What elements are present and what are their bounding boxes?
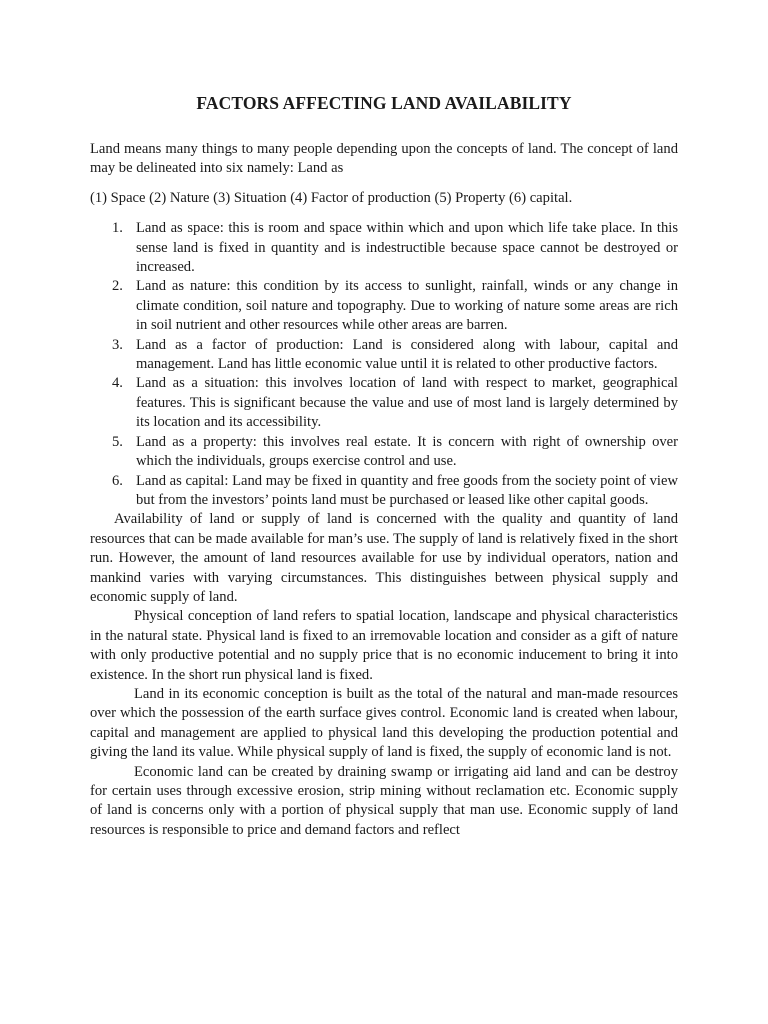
- list-item-number: 6.: [112, 472, 123, 489]
- list-item-number: 1.: [112, 220, 123, 237]
- list-item: [90, 433, 678, 472]
- list-item: [90, 219, 678, 277]
- list-item-text: Land as a factor of production: Land is considered along with labour, capital and management. Land has little economic value until it is related to other productive factors.: [136, 336, 678, 373]
- document-title: FACTORS AFFECTING LAND AVAILABILITY: [196, 93, 572, 113]
- list-item-text: Land as nature: this condition by its access to sunlight, rainfall, winds or any change in climate condition, soil nature and topography. Due to working of nature some areas are rich in soil nutrient and other resources while other areas are barren.: [136, 278, 678, 334]
- concepts-list: [90, 219, 678, 510]
- list-item-text: Land as capital: Land may be fixed in quantity and free goods from the society point of view but from the investors’ points land must be purchased or leased like other capital goods.: [136, 472, 678, 508]
- list-item-number: 3.: [112, 336, 123, 353]
- list-item-text: Land as space: this is room and space within which and upon which life take place. In this sense land is fixed in quantity and is indestructible because space cannot be destroyed or increased.: [136, 220, 678, 276]
- concepts-line: (1) Space (2) Nature (3) Situation (4) Factor of production (5) Property (6) capital.: [90, 189, 573, 206]
- list-item: [90, 336, 678, 375]
- economic-supply-paragraph: Economic land can be created by draining swamp or irrigating aid land and can be destroy for certain uses through excessive erosion, strip mining without reclamation etc. Economic supply of land is concerns only with a portion of physical supply that man use. Economic supply of land resources is responsible to price and demand factors and reflect: [90, 763, 678, 838]
- document-page: [90, 92, 678, 840]
- list-item: [90, 374, 678, 432]
- list-item-number: 2.: [112, 278, 123, 295]
- economic-land-paragraph: Land in its economic conception is built as the total of the natural and man-made resources over which the possession of the earth surface gives control. Economic land is created when labour, capital and management are applied to physical land this developing the production potential and giving the land its value. While physical supply of land is fixed, the supply of economic land is not.: [90, 685, 678, 761]
- list-item-text: Land as a situation: this involves location of land with respect to market, geographical features. This is significant because the value and use of most land is largely determined by its location and its accessibility.: [136, 375, 678, 431]
- list-item: [90, 472, 678, 511]
- list-item: [90, 277, 678, 335]
- intro-paragraph: Land means many things to many people depending upon the concepts of land. The concept of land may be delineated into six namely: Land as: [90, 141, 678, 177]
- physical-land-paragraph: Physical conception of land refers to spatial location, landscape and physical characteristics in the natural state. Physical land is fixed to an irremovable location and consider as a gift of nature with only productive potential and no supply price that is no economic inducement to bring it into existence. In the short run physical land is fixed.: [90, 608, 678, 683]
- availability-paragraph: Availability of land or supply of land is concerned with the quality and quantity of land resources that can be made available for man’s use. The supply of land is relatively fixed in the short run. However, the amount of land resources available for use by individual operators, nation and mankind varies with varying circumstances. This distinguishes between physical supply and economic supply of land.: [90, 511, 678, 605]
- list-item-text: Land as a property: this involves real estate. It is concern with right of ownership over which the individuals, groups exercise control and use.: [136, 433, 678, 470]
- list-item-number: 4.: [112, 375, 123, 392]
- list-item-number: 5.: [112, 433, 123, 450]
